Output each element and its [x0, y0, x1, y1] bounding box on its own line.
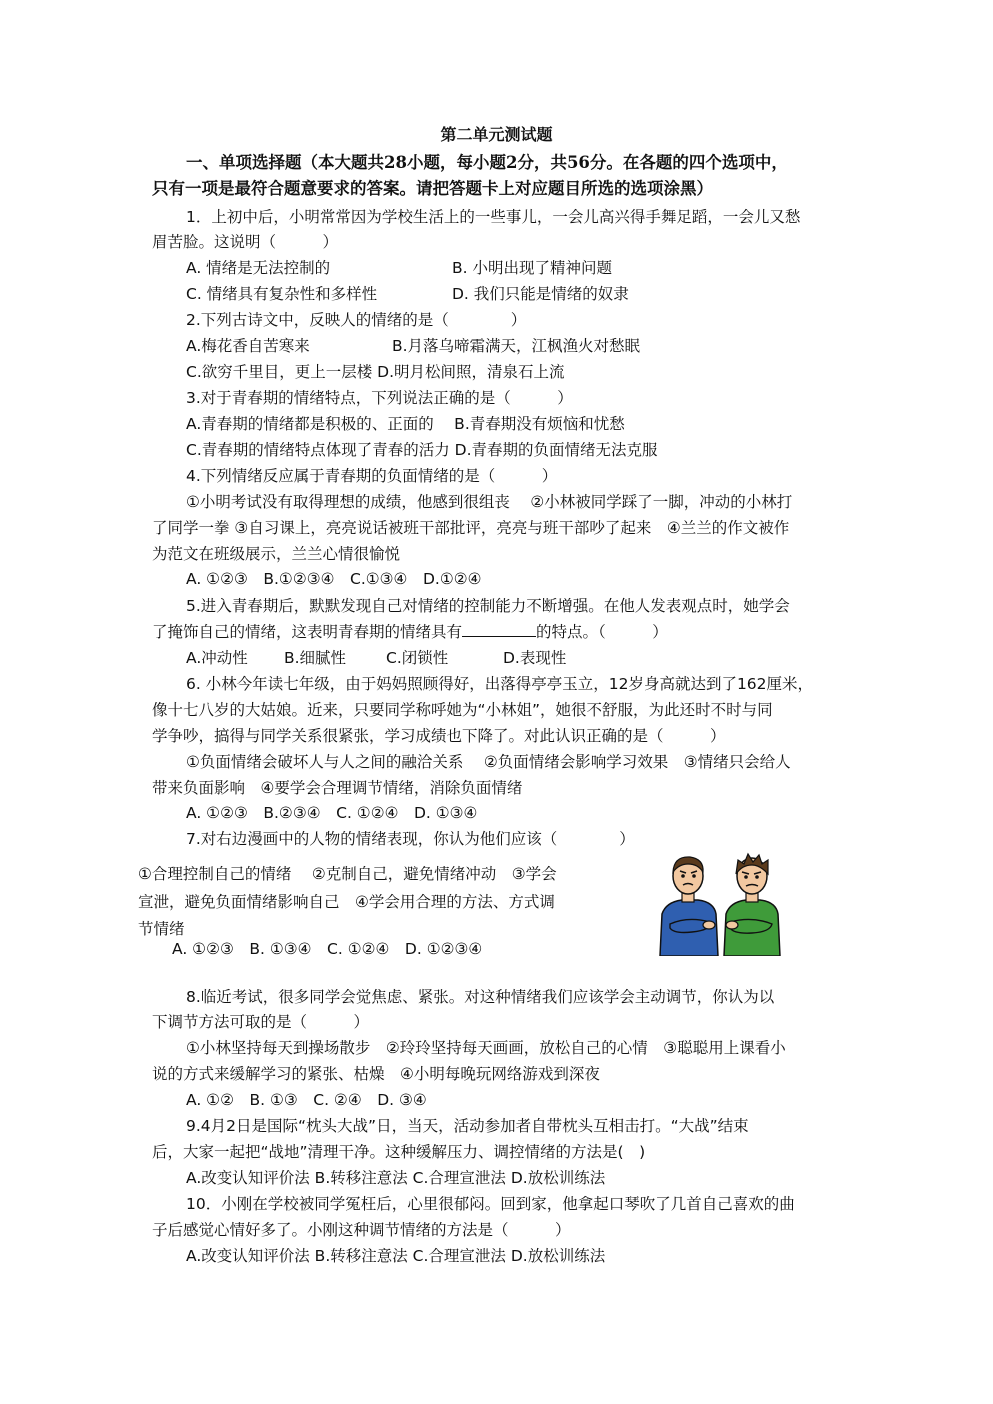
- q2-option-b: B.月落乌啼霜满天，江枫渔火对愁眠: [392, 337, 641, 355]
- page-title: 第二单元测试题: [440, 125, 553, 144]
- q7-item-line-2: 宣泄，避免负面情绪影响自己 ④学会用合理的方法、方式调: [138, 893, 555, 911]
- section-heading-line-2: 只有一项是最符合题意要求的答案。请把答题卡上对应题目所选的选项涂黑）: [152, 179, 713, 198]
- q10-stem-line-2: 子后感觉心情好多了。小刚这种调节情绪的方法是（ ）: [152, 1221, 571, 1239]
- q1-option-b: B. 小明出现了精神问题: [452, 259, 612, 277]
- q6-stem-line-3: 学争吵，搞得与同学关系很紧张，学习成绩也下降了。对此认识正确的是（ ）: [152, 727, 726, 745]
- q4-item-line-1: ①小明考试没有取得理想的成绩，他感到很组丧 ②小林被同学踩了一脚，冲动的小林打: [186, 493, 793, 511]
- q7-options: A. ①②③ B. ①③④ C. ①②④ D. ①②③④: [172, 940, 483, 958]
- boy-green-shirt-figure: [724, 854, 780, 956]
- q9-stem-line-2: 后，大家一起把“战地”清理干净。这种缓解压力、调控情绪的方法是( ): [152, 1143, 646, 1161]
- cartoon-two-boys-image: [652, 852, 788, 956]
- q5-option-c: C.闭锁性: [386, 649, 449, 667]
- q1-stem-line-1: 1．上初中后，小明常常因为学校生活上的一些事儿，一会儿高兴得手舞足蹈，一会儿又愁: [186, 208, 801, 226]
- q4-options: A. ①②③ B.①②③④ C.①③④ D.①②④: [186, 570, 482, 588]
- q5-option-a: A.冲动性: [186, 649, 248, 667]
- q7-item-line-3: 节情绪: [138, 920, 185, 938]
- q6-stem-line-2: 像十七八岁的大姑娘。近来，只要同学称呼她为“小林姐”，她很不舒服，为此还时不时与同: [152, 701, 773, 719]
- q8-item-line-2: 说的方式来缓解学习的紧张、枯燥 ④小明每晚玩网络游戏到深夜: [152, 1065, 600, 1083]
- boy-blue-shirt-figure: [660, 857, 718, 956]
- q6-item-line-1: ①负面情绪会破坏人与人之间的融洽关系 ②负面情绪会影响学习效果 ③情绪只会给人: [186, 753, 791, 771]
- q1-stem-line-2: 眉苦脸。这说明（ ）: [152, 233, 339, 251]
- q9-options: A.改变认知评价法 B.转移注意法 C.合理宣泄法 D.放松训练法: [186, 1169, 606, 1187]
- q5-stem-line-2: [152, 620, 668, 644]
- q1-option-d: D. 我们只能是情绪的奴隶: [452, 285, 629, 303]
- q5-option-d: D.表现性: [503, 649, 567, 667]
- q4-item-line-2: 了同学一拳 ③自习课上，亮亮说话被班干部批评，亮亮与班干部吵了起来 ④兰兰的作文被作: [152, 519, 790, 537]
- q5-stem-text: 了掩饰自己的情绪，这表明青春期的情绪具有: [152, 623, 463, 641]
- q5-stem-tail: 的特点。（ ）: [536, 623, 668, 641]
- q9-stem-line-1: 9.4月2日是国际“枕头大战”日，当天，活动参加者自带枕头互相击打。“大战”结束: [186, 1117, 749, 1135]
- q6-item-line-2: 带来负面影响 ④要学会合理调节情绪，消除负面情绪: [152, 779, 523, 797]
- q6-stem-line-1: 6. 小林今年读七年级，由于妈妈照顾得好，出落得亭亭玉立，12岁身高就达到了162厘米，: [186, 675, 814, 693]
- section-heading-line-1: 一、单项选择题（本大题共28小题，每小题2分，共56分。在各题的四个选项中，: [186, 153, 788, 172]
- q10-options: A.改变认知评价法 B.转移注意法 C.合理宣泄法 D.放松训练法: [186, 1247, 606, 1265]
- q8-stem-line-1: 8.临近考试，很多同学会觉焦虑、紧张。对这种情绪我们应该学会主动调节，你认为以: [186, 988, 775, 1006]
- q8-options: A. ①② B. ①③ C. ②④ D. ③④: [186, 1091, 427, 1109]
- q7-stem: 7.对右边漫画中的人物的情绪表现，你认为他们应该（ ）: [186, 830, 635, 848]
- q5-stem-line-1: 5.进入青春期后，默默发现自己对情绪的控制能力不断增强。在他人发表观点时，她学会: [186, 597, 790, 615]
- q1-option-a: A. 情绪是无法控制的: [186, 259, 331, 277]
- q7-item-line-1: ①合理控制自己的情绪 ②克制自己，避免情绪冲动 ③学会: [138, 865, 557, 883]
- q1-option-c: C. 情绪具有复杂性和多样性: [186, 285, 378, 303]
- q8-item-line-1: ①小林坚持每天到操场散步 ②玲玲坚持每天画画，放松自己的心情 ③聪聪用上课看小: [186, 1039, 786, 1057]
- q5-answer-blank: [462, 622, 536, 637]
- q3-option-cd: C.青春期的情绪特点体现了青春的活力 D.青春期的负面情绪无法克服: [186, 441, 658, 459]
- q10-stem-line-1: 10．小刚在学校被同学冤枉后，心里很郁闷。回到家，他拿起口琴吹了几首自己喜欢的曲: [186, 1195, 795, 1213]
- q3-option-ab: A.青春期的情绪都是积极的、正面的 B.青春期没有烦恼和忧愁: [186, 415, 625, 433]
- q4-item-line-3: 为范文在班级展示，兰兰心情很愉悦: [152, 545, 401, 563]
- q5-option-b: B.细腻性: [284, 649, 347, 667]
- q2-option-cd: C.欲穷千里目，更上一层楼 D.明月松间照，清泉石上流: [186, 363, 565, 381]
- q8-stem-line-2: 下调节方法可取的是（ ）: [152, 1013, 370, 1031]
- q2-stem: 2.下列古诗文中，反映人的情绪的是（ ）: [186, 311, 527, 329]
- q4-stem: 4.下列情绪反应属于青春期的负面情绪的是（ ）: [186, 467, 558, 485]
- q6-options: A. ①②③ B.②③④ C. ①②④ D. ①③④: [186, 804, 478, 822]
- q3-stem: 3.对于青春期的情绪特点，下列说法正确的是（ ）: [186, 389, 573, 407]
- q2-option-a: A.梅花香自苦寒来: [186, 337, 310, 355]
